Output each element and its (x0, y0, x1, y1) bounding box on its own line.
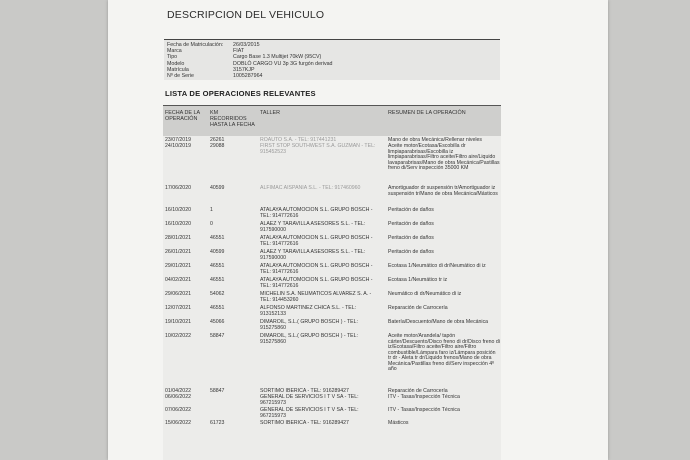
cell-km: 58847 (210, 388, 225, 394)
cell-resumen: Peritación de daños (388, 235, 434, 241)
cell-taller: ROAUTO S.A. - TEL: 917441231 (260, 137, 337, 143)
vehicle-value: 1005287964 (233, 72, 263, 79)
cell-km: 61723 (210, 420, 225, 426)
header-resumen: RESUMEN DE LA OPERACIÓN (388, 110, 466, 116)
cell-resumen: Aceite motor/Arandela/ tapón cárter/Descuento/Disco freno di dr/Disco freno di iz/Ecotasa/Filtro aceite/Filtro aire/Filtro combustible/Lámpara faro iz/Lámpara posición tr dr - Aleta tr dr/Liquido frenos/Mano de obra Mecánica/Pastillas freno di/Serv inspección 4º año (388, 333, 500, 372)
cell-resumen: Aceite motor/Ecotasa/Escobilla dr limpiaparabrisas/Escobilla iz limpiaparabrisas/Filtro aceite/Filtro aire/Liquido lavaparabrisas/Mano de obra Mecánica/Pastillas freno di/Serv inspección 35000 KM (388, 143, 500, 171)
header-km: KM RECORRIDOS HASTA LA FECHA (210, 110, 255, 128)
cell-km: 45066 (210, 319, 225, 325)
cell-resumen: Mano de obra Mecánica/Rellenar niveles (388, 137, 483, 143)
cell-fecha: 01/04/2022 (165, 388, 191, 394)
cell-fecha: 19/10/2021 (165, 319, 191, 325)
cell-fecha: 15/06/2022 (165, 420, 191, 426)
cell-taller: ALFIMAC AISPANIA S.L. - TEL: 917460960 (260, 185, 361, 191)
vehicle-label: Modelo (167, 60, 185, 67)
cell-taller: GENERAL DE SERVICIOS I T V SA - TEL: 967215973 (260, 394, 359, 406)
cell-resumen: ITV - Tasas/Inspección Técnica (388, 394, 460, 400)
cell-fecha: 16/10/2020 (165, 207, 191, 213)
cell-km: 29088 (210, 143, 225, 149)
cell-km: 40599 (210, 249, 225, 255)
cell-taller: MICHELIN S.A. NEUMATICOS ALVAREZ S. A. - TEL: 914453260 (260, 291, 372, 303)
cell-resumen: Peritación de daños (388, 221, 434, 227)
cell-km: 0 (210, 221, 213, 227)
cell-resumen: ITV - Tasas/Inspección Técnica (388, 407, 460, 413)
vehicle-value: DOBLÒ CARGO VU 3p 3G furgón derivad (233, 60, 333, 67)
vehicle-label: Fecha de Matriculación: (167, 42, 224, 48)
header-taller: TALLER (260, 110, 280, 116)
cell-resumen: Reparación de Carrocería (388, 388, 448, 394)
vehicle-label: Nº de Serie (167, 72, 194, 79)
cell-resumen: Ecotasa 1/Neumático tr iz (388, 277, 448, 283)
operations-title: LISTA DE OPERACIONES RELEVANTES (165, 89, 316, 98)
cell-fecha: 29/06/2021 (165, 291, 191, 297)
vehicle-value: 3157KJP (233, 66, 255, 73)
vehicle-info-table (164, 39, 500, 80)
document-sheet (108, 0, 608, 460)
cell-taller: DIMAROIL, S.L.( GRUPO BOSCH ) - TEL: 915275860 (260, 319, 358, 331)
cell-taller: ATALAYA AUTOMOCION S.L. GRUPO BOSCH - TEL: 914772616 (260, 235, 373, 247)
cell-fecha: 24/10/2019 (165, 143, 191, 149)
document-title: DESCRIPCION DEL VEHICULO (167, 9, 325, 21)
cell-taller: SORTIMO IBERICA - TEL: 916289427 (260, 388, 349, 394)
cell-fecha: 23/07/2019 (165, 137, 191, 143)
cell-km: 58847 (210, 333, 225, 339)
vehicle-value: FIAT (233, 48, 245, 55)
cell-fecha: 12/07/2021 (165, 305, 191, 311)
vehicle-label: Marca (167, 48, 182, 55)
cell-taller: GENERAL DE SERVICIOS I T V SA - TEL: 967215973 (260, 407, 359, 419)
cell-resumen: Másticos (388, 420, 409, 426)
cell-taller: ATALAYA AUTOMOCION S.L. GRUPO BOSCH - TEL: 914772616 (260, 207, 373, 219)
cell-km: 46551 (210, 235, 225, 241)
cell-resumen: Batería/Descuento/Mano de obra Mecánica (388, 319, 489, 325)
cell-fecha: 29/01/2021 (165, 263, 191, 269)
cell-resumen: Peritación de daños (388, 207, 434, 213)
cell-resumen: Ecotasa 1/Neumático di dr/Neumático di iz (388, 263, 486, 269)
cell-fecha: 10/02/2022 (165, 333, 191, 339)
cell-resumen: Peritación de daños (388, 249, 434, 255)
cell-taller: ATALAYA AUTOMOCION S.L. GRUPO BOSCH - TEL: 914772616 (260, 277, 373, 289)
cell-fecha: 16/10/2020 (165, 221, 191, 227)
vehicle-row (164, 73, 500, 79)
cell-km: 26261 (210, 137, 225, 143)
operations-table (163, 105, 501, 460)
cell-taller: ALFONSO MARTINEZ CHICA S.L. - TEL: 913152133 (260, 305, 357, 317)
cell-resumen: Neumático di dr/Neumático di iz (388, 291, 462, 297)
cell-fecha: 28/01/2021 (165, 235, 191, 241)
vehicle-value: Cargo Base 1.3 Multijet 70kW (95CV) (233, 54, 322, 61)
cell-fecha: 04/02/2021 (165, 277, 191, 283)
cell-km: 46551 (210, 305, 225, 311)
cell-km: 40599 (210, 185, 225, 191)
cell-taller: ATALAYA AUTOMOCION S.L. GRUPO BOSCH - TEL: 914772616 (260, 263, 373, 275)
vehicle-label: Matrícula (167, 66, 189, 73)
cell-km: 46551 (210, 277, 225, 283)
cell-taller: SORTIMO IBERICA - TEL: 916289427 (260, 420, 349, 426)
cell-resumen: Reparación de Carrocería (388, 305, 448, 311)
cell-km: 46551 (210, 263, 225, 269)
cell-fecha: 07/06/2022 (165, 407, 191, 413)
cell-km: 1 (210, 207, 213, 213)
cell-taller: DIMAROIL, S.L.( GRUPO BOSCH ) - TEL: 915275860 (260, 333, 358, 345)
cell-resumen: Amortiguador dr suspensión tr/Amortiguador iz suspensión tr/Mano de obra Mecánica/Másticos (388, 185, 498, 197)
vehicle-label: Tipo (167, 54, 178, 61)
cell-taller: ALAEZ Y TARAVILLA ASESORES S.L. - TEL: 917590000 (260, 249, 366, 261)
table-header (163, 105, 501, 136)
cell-fecha: 17/06/2020 (165, 185, 191, 191)
cell-km: 54062 (210, 291, 225, 297)
header-fecha: FECHA DE LA OPERACIÓN (165, 110, 200, 122)
cell-fecha: 06/06/2022 (165, 394, 191, 400)
cell-fecha: 26/01/2021 (165, 249, 191, 255)
vehicle-value: 26/03/2015 (233, 42, 260, 48)
cell-taller: ALAEZ Y TARAVILLA ASESORES S.L. - TEL: 917590000 (260, 221, 366, 233)
cell-taller: FIRST STOP SOUTHWEST S.A. GUZMAN - TEL: 915452523 (260, 143, 376, 155)
